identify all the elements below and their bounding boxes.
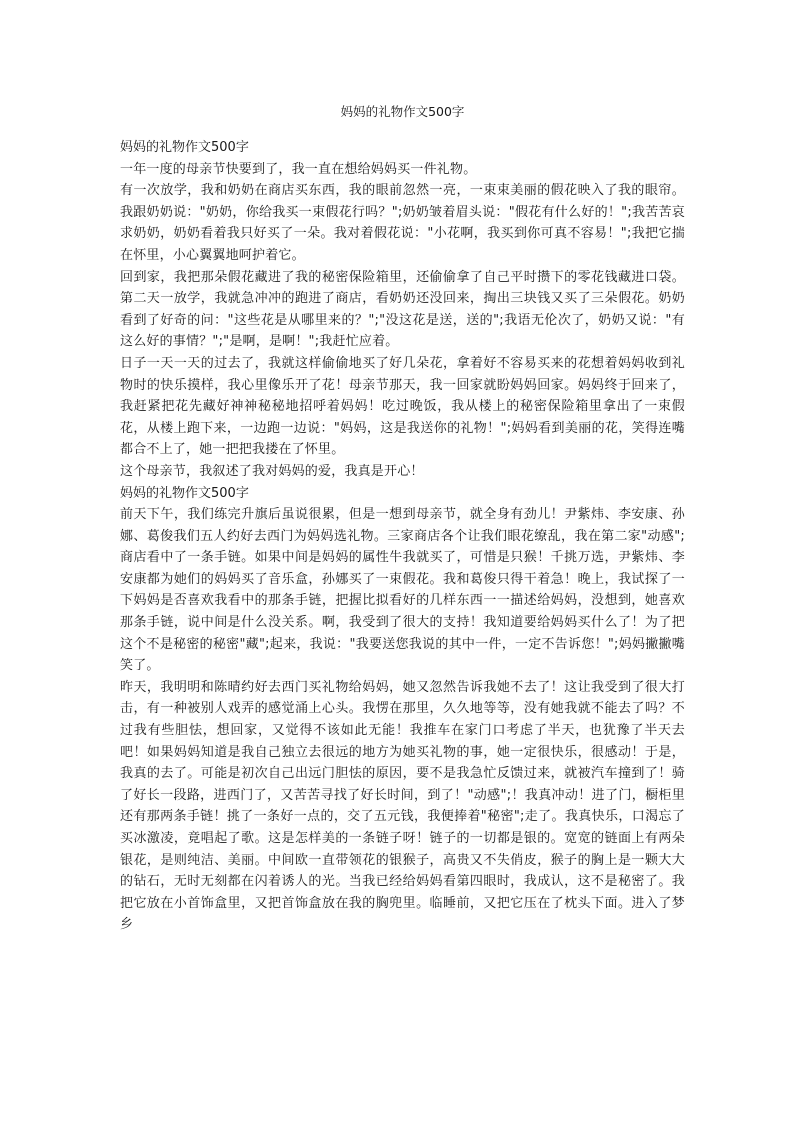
paragraph: 前天下午，我们练完升旗后虽说很累，但是一想到母亲节，就全身有劲儿！尹紫炜、李安康、孙娜、葛俊我们五人约好去西门为妈妈选礼物。三家商店各个让我们眼花缭乱，我在第二家"动感";商店看中了一条手链。如果中间是妈妈的属性牛我就买了，可惜是只猴！千挑万选，尹紫炜、李安康都为她们的妈妈买了音乐盒，孙娜买了一束假花。我和葛俊只得干着急！晚上，我试探了一下妈妈是否喜欢我看中的那条手链，把握比拟看好的几样东西一一描述给妈妈，没想到，她喜欢那条手链，说中间是什么没关系。啊，我受到了很大的支持！我知道要给妈妈买什么了！为了把这个不是秘密的秘密"藏";起来，我说："我要送您我说的其中一件，一定不告诉您！";妈妈撇撇嘴笑了。 — [120, 507, 685, 674]
paragraph: 日子一天一天的过去了，我就这样偷偷地买了好几朵花，拿着好不容易买来的花想着妈妈收到礼物时的快乐摸样，我心里像乐开了花！母亲节那天，我一回家就盼妈妈回家。妈妈终于回来了，我赶紧把花先藏好神神秘秘地招呼着妈妈！吃过晚饭，我从楼上的秘密保险箱里拿出了一束假花，从楼上跑下来，一边跑一边说："妈妈，这是我送你的礼物！";妈妈看到美丽的花，笑得连嘴都合不上了，她一把把我搂在了怀里。 — [120, 355, 685, 458]
paragraph: 这个母亲节，我叙述了我对妈妈的爱，我真是开心！ — [120, 463, 424, 479]
paragraph: 一年一度的母亲节快要到了，我一直在想给妈妈买一件礼物。 — [120, 161, 477, 177]
document-title: 妈妈的礼物作文500字 — [340, 104, 465, 119]
section-heading: 妈妈的礼物作文500字 — [120, 140, 249, 155]
paragraph: 回到家，我把那朵假花藏进了我的秘密保险箱里，还偷偷拿了自己平时攒下的零花钱藏进口袋。第二天一放学，我就急冲冲的跑进了商店，看奶奶还没回来，掏出三块钱又买了三朵假花。奶奶看到了好奇的问："这些花是从哪里来的？";"没这花是送，送的";我语无伦次了，奶奶又说："有这么好的事情？";"是啊，是啊！";我赶忙应着。 — [120, 269, 685, 350]
document-body — [120, 137, 685, 936]
section-heading: 妈妈的礼物作文500字 — [120, 485, 249, 501]
paragraph: 昨天，我明明和陈晴约好去西门买礼物给妈妈，她又忽然告诉我她不去了！这让我受到了很大打击，有一种被别人戏弄的感觉涌上心头。我愣在那里，久久地等等，没有她我就不能去了吗？不过我有些胆怯，想回家，又觉得不该如此无能！我推车在家门口考虑了半天，也犹豫了半天去吧！如果妈妈知道是我自己独立去很远的地方为她买礼物的事，她一定很快乐，很感动！于是，我真的去了。可能是初次自己出远门胆怯的原因，要不是我急忙反馈过来，就被汽车撞到了！骑了好长一段路，进西门了，又苦苦寻找了好长时间，到了！"动感";！我真冲动！进了门，橱柜里还有那两条手链！挑了一条好一点的，交了五元钱，我便捧着"秘密";走了。我真快乐，口渴忘了买冰激凌，竟唱起了歌。这是怎样美的一条链子呀！链子的一切都是银的。宽宽的链面上有两朵银花，是则纯洁、美丽。中间欧一直带领花的银猴子，高贵又不失俏皮，猴子的胸上是一颗大大的钻石，无时无刻都在闪着诱人的光。当我已经给妈妈看第四眼时，我成认，这不是秘密了。我把它放在小首饰盒里，又把首饰盒放在我的胸兜里。临睡前，又把它压在了枕头下面。进入了梦乡 — [120, 679, 685, 933]
paragraph: 有一次放学，我和奶奶在商店买东西，我的眼前忽然一亮，一束束美丽的假花映入了我的眼帘。我跟奶奶说："奶奶，你给我买一束假花行吗？";奶奶皱着眉头说："假花有什么好的！";我苦苦哀求奶奶，奶奶看着我只好买了一朵。我对着假花说："小花啊，我买到你可真不容易！";我把它揣在怀里，小心翼翼地呵护着它。 — [120, 183, 685, 263]
